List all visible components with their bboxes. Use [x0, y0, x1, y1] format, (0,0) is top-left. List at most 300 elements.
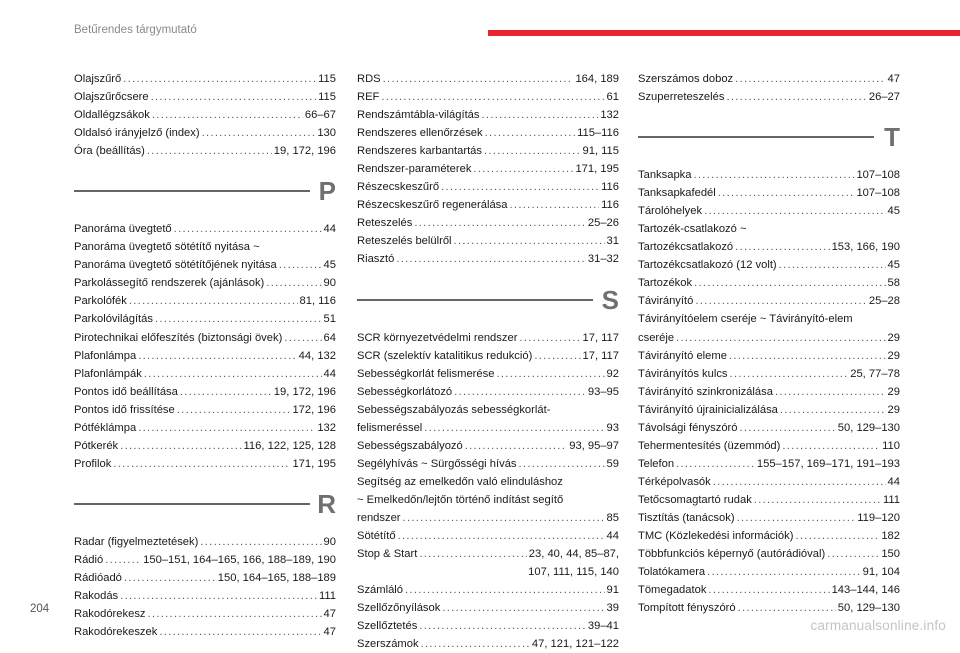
dot-leader — [129, 292, 298, 310]
dot-leader — [120, 437, 241, 455]
dot-leader — [174, 220, 322, 238]
index-entry — [638, 274, 900, 292]
section-header-s — [357, 283, 619, 321]
dot-leader — [713, 473, 886, 491]
dot-leader — [381, 88, 604, 106]
index-entry-pages: 29 — [887, 385, 900, 398]
index-entry-label: Rakodórekesz — [74, 608, 146, 621]
dot-leader — [775, 383, 886, 401]
index-entry-pages: 111 — [318, 590, 336, 603]
index-entry — [357, 437, 619, 455]
dot-leader — [177, 401, 291, 419]
index-entry-pages: 64 — [323, 331, 336, 344]
entry-group — [638, 329, 900, 347]
index-entry — [357, 419, 619, 437]
dot-leader — [519, 329, 580, 347]
index-entry-pages: 150, 164–165, 188–189 — [217, 571, 336, 584]
index-entry — [638, 401, 900, 419]
index-entry-label: Pótféklámpa — [74, 421, 137, 434]
index-entry-pages: 172, 196 — [292, 403, 336, 416]
index-entry-label: TMC (Közlekedési információk) — [638, 530, 794, 543]
index-column-1 — [74, 70, 336, 641]
index-entry-label: Távirányítós kulcs — [638, 367, 728, 380]
index-entry-label: Profilok — [74, 457, 112, 470]
index-entry-pages: 47 — [323, 608, 336, 621]
index-entry-label: Plafonlámpák — [74, 367, 142, 380]
section-letter: P — [318, 176, 336, 207]
index-entry-label: Olajszűrőcsere — [74, 91, 149, 104]
index-entry — [638, 202, 900, 220]
index-entry — [74, 419, 336, 437]
index-entry — [357, 70, 619, 88]
dot-leader — [704, 202, 885, 220]
index-entry-label: REF — [357, 91, 380, 104]
entry-group — [357, 545, 619, 563]
index-entry — [357, 106, 619, 124]
index-entry-pages: 25–28 — [868, 295, 900, 308]
index-entry — [638, 329, 900, 347]
index-entry-label: Tartozékok — [638, 277, 693, 290]
index-entry-label: Részecskeszűrő regenerálása — [357, 199, 508, 212]
dot-leader — [708, 581, 829, 599]
index-entry-pages: 45 — [887, 259, 900, 272]
index-entry-pages: 143–144, 146 — [831, 584, 900, 597]
dot-leader — [534, 347, 580, 365]
index-entry-pages: 50, 129–130 — [837, 421, 900, 434]
dot-leader — [124, 569, 216, 587]
index-entry-label: Rakodás — [74, 590, 119, 603]
index-entry-label: Pótkerék — [74, 439, 119, 452]
index-entry — [74, 365, 336, 383]
index-entry — [638, 455, 900, 473]
dot-leader — [738, 599, 836, 617]
index-entry-pages: 19, 172, 196 — [273, 145, 336, 158]
index-entry-pages: 130 — [317, 127, 336, 140]
dot-leader — [202, 124, 316, 142]
index-entry — [74, 533, 336, 551]
dot-leader — [754, 491, 881, 509]
dot-leader — [454, 383, 586, 401]
index-entry-label: Tárolóhelyek — [638, 205, 703, 218]
index-entry-label: Tanksapkafedél — [638, 187, 716, 200]
entry-group — [638, 70, 900, 106]
dot-leader — [726, 88, 866, 106]
index-entry — [638, 166, 900, 184]
entry-group — [74, 533, 336, 641]
index-entry — [357, 365, 619, 383]
index-entry-label: Szellőzőnyílások — [357, 602, 441, 615]
index-entry-label: Tompított fényszóró — [638, 602, 736, 615]
index-entry-label: Tanksapka — [638, 169, 692, 182]
index-entry-label: Rendszeres karbantartás — [357, 145, 482, 158]
entry-group — [74, 220, 336, 473]
index-entry-pages: 47 — [887, 73, 900, 85]
index-entry-label: felismeréssel — [357, 421, 423, 434]
index-entry-pages: 93, 95–97 — [569, 439, 619, 452]
dot-leader — [148, 605, 322, 623]
index-entry — [74, 437, 336, 455]
index-entry-pages: 164, 189 — [575, 73, 619, 85]
index-entry — [74, 329, 336, 347]
index-entry-pages: 115–116 — [577, 127, 619, 140]
index-entry — [357, 178, 619, 196]
dot-leader — [421, 635, 530, 653]
index-entry — [74, 569, 336, 587]
dot-leader — [414, 214, 586, 232]
index-entry-label: Rendszeres ellenőrzések — [357, 127, 483, 140]
index-entry — [638, 527, 900, 545]
index-entry-label: Pirotechnikai előfeszítés (biztonsági övek) — [74, 331, 283, 344]
index-entry-pages: 111 — [882, 493, 900, 506]
dot-leader — [138, 419, 315, 437]
entry-group — [357, 70, 619, 269]
index-entry-pages: 93–95 — [587, 385, 619, 398]
dot-leader — [155, 310, 322, 328]
index-entry-label: Tetőcsomagtartó rudak — [638, 493, 752, 506]
index-entry-label: Oldalsó irányjelző (index) — [74, 127, 200, 140]
index-entry-label: Számláló — [357, 584, 404, 597]
index-entry — [357, 617, 619, 635]
header-accent-bar — [488, 30, 960, 36]
dot-leader — [694, 274, 885, 292]
index-entry-label: Rádióadó — [74, 571, 122, 584]
index-entry-label: RDS — [357, 73, 381, 85]
index-entry — [357, 160, 619, 178]
index-entry-pages: 47, 121, 121–122 — [531, 638, 619, 651]
index-entry-line: Távirányítóelem cseréje ~ Távirányító-elem — [638, 313, 853, 326]
index-entry — [74, 274, 336, 292]
index-entry — [74, 623, 336, 641]
dot-leader — [519, 455, 605, 473]
index-entry-pages: 61 — [606, 91, 619, 104]
index-entry — [638, 70, 900, 88]
index-entry-pages: 45 — [887, 205, 900, 218]
index-entry-pages: 44 — [606, 530, 619, 543]
index-entry-label: Távirányító szinkronizálása — [638, 385, 773, 398]
index-entry-pages: 44 — [887, 475, 900, 488]
watermark-text: carmanualsonline.info — [810, 618, 946, 633]
index-entry-pages: 23, 40, 44, 85–87, — [528, 548, 619, 561]
index-entry-label: Sebességszabályozó — [357, 439, 463, 452]
dot-leader — [737, 509, 856, 527]
entry-group — [357, 509, 619, 527]
index-entry-line: Segítség az emelkedőn való elinduláshoz — [357, 475, 563, 488]
index-entry-pages: 50, 129–130 — [837, 602, 900, 615]
index-entry-pages: 116 — [601, 199, 619, 212]
section-header-t — [638, 120, 900, 158]
index-entry-label: Részecskeszűrő — [357, 181, 440, 194]
index-entry-pages: 91, 104 — [862, 566, 900, 579]
entry-group — [74, 70, 336, 160]
dot-leader — [180, 383, 272, 401]
index-entry — [74, 401, 336, 419]
index-entry — [357, 124, 619, 142]
dot-leader — [383, 70, 574, 88]
index-entry-label: Szuperreteszelés — [638, 91, 725, 104]
index-entry-label: Távirányító — [638, 295, 694, 308]
index-entry-pages: 31–32 — [587, 253, 619, 266]
index-entry — [74, 383, 336, 401]
index-entry-label: Panoráma üvegtető sötétítő nyitása ~ — [74, 241, 260, 254]
page-number: 204 — [30, 603, 50, 615]
index-entry-pages: 90 — [323, 277, 336, 290]
dot-leader — [454, 232, 605, 250]
index-entry-pages: 66–67 — [304, 109, 336, 122]
index-entry-label: Tehermentesítés (üzemmód) — [638, 439, 781, 452]
entry-group — [638, 347, 900, 618]
index-entry — [638, 545, 900, 563]
index-entry-label: Távirányító újrainicializálása — [638, 403, 778, 416]
section-divider — [74, 190, 310, 192]
dot-leader — [695, 292, 867, 310]
index-entry-pages: 132 — [600, 109, 619, 122]
index-entry-pages: 44, 132 — [298, 349, 336, 362]
index-entry-pages: 39–41 — [587, 620, 619, 633]
dot-leader — [419, 545, 526, 563]
index-entry — [74, 106, 336, 124]
index-entry-pages: 116 — [601, 181, 619, 194]
index-entry-pages: 17, 117 — [582, 349, 619, 362]
dot-leader — [496, 365, 604, 383]
dot-leader — [465, 437, 567, 455]
dot-leader — [405, 581, 605, 599]
index-entry — [638, 256, 900, 274]
index-entry-pages: 25–26 — [587, 217, 619, 230]
index-entry-pages: 19, 172, 196 — [273, 385, 336, 398]
index-entry-pages: 150–151, 164–165, 166, 188–189, 190 — [143, 553, 336, 566]
index-entry-pages: 110 — [882, 439, 900, 452]
dot-leader — [735, 238, 829, 256]
dot-leader — [779, 256, 886, 274]
index-entry-pages: 171, 195 — [292, 457, 336, 470]
index-entry-label: rendszer — [357, 511, 401, 524]
index-entry-label: cseréje — [638, 331, 675, 344]
dot-leader — [144, 365, 322, 383]
index-entry-pages: 58 — [887, 277, 900, 290]
dot-leader — [419, 617, 586, 635]
section-header-r — [74, 487, 336, 525]
index-entry — [357, 455, 619, 473]
index-entry — [74, 292, 336, 310]
index-entry-label: SCR (szelektív katalitikus redukció) — [357, 349, 533, 362]
index-entry-pages: 90 — [323, 535, 336, 548]
index-entry — [638, 419, 900, 437]
index-entry-pages: 119–120 — [857, 511, 900, 524]
dot-leader — [151, 88, 317, 106]
index-entry — [357, 527, 619, 545]
index-entry-label: Reteszelés — [357, 217, 413, 230]
index-entry-label: Parkolássegítő rendszerek (ajánlások) — [74, 277, 265, 290]
entry-group — [638, 238, 900, 310]
index-entry — [74, 347, 336, 365]
index-entry-pages: 107–108 — [856, 187, 900, 200]
index-entry-label: Panoráma üvegtető — [74, 223, 172, 236]
index-entry-label: Sebességkorlátozó — [357, 385, 453, 398]
dot-leader — [138, 347, 296, 365]
dot-leader — [676, 329, 885, 347]
section-letter: T — [884, 122, 900, 153]
index-entry — [357, 250, 619, 268]
index-entry-label: Radar (figyelmeztetések) — [74, 535, 199, 548]
index-entry — [74, 551, 336, 569]
index-entry-pages: 81, 116 — [299, 295, 336, 308]
index-entry — [357, 545, 619, 563]
section-letter: S — [601, 284, 619, 315]
index-entry — [357, 599, 619, 617]
index-entry — [74, 587, 336, 605]
section-header-p — [74, 174, 336, 212]
index-entry — [357, 196, 619, 214]
index-entry — [638, 509, 900, 527]
dot-leader — [693, 166, 854, 184]
index-entry-label: Olajszűrő — [74, 73, 122, 85]
index-entry — [74, 455, 336, 473]
index-entry-label: Térképolvasók — [638, 475, 711, 488]
index-entry-pages: 45 — [323, 259, 336, 272]
index-entry-pages: 47 — [323, 626, 336, 639]
index-entry — [638, 491, 900, 509]
index-entry-label: Parkolófék — [74, 295, 127, 308]
index-entry — [74, 310, 336, 328]
index-entry-pages: 155–157, 169–171, 191–193 — [756, 457, 900, 470]
index-entry-label: SCR környezetvédelmi rendszer — [357, 331, 518, 344]
index-entry — [357, 509, 619, 527]
index-entry-pages: 91, 115 — [582, 145, 619, 158]
index-entry-label: Riasztó — [357, 253, 395, 266]
section-divider — [74, 503, 310, 505]
dot-leader — [782, 437, 880, 455]
index-entry — [74, 70, 336, 88]
index-entry-pages: 29 — [887, 331, 900, 344]
index-entry — [357, 142, 619, 160]
index-entry — [357, 88, 619, 106]
dot-leader — [795, 527, 879, 545]
index-column-2 — [357, 70, 619, 653]
index-entry-label: Sötétítő — [357, 530, 396, 543]
dot-leader — [735, 70, 885, 88]
section-letter: R — [317, 488, 336, 519]
index-entry-label: Sebességkorlát felismerése — [357, 367, 495, 380]
dot-leader — [473, 160, 573, 178]
index-entry-label: Rendszámtábla-világítás — [357, 109, 480, 122]
index-entry-line: Tartozék-csatlakozó ~ — [638, 223, 747, 236]
index-entry-label: Távirányító eleme — [638, 349, 727, 362]
index-entry-pages: 92 — [606, 367, 619, 380]
index-entry-label: Tisztítás (tanácsok) — [638, 511, 735, 524]
index-entry-pages: 153, 166, 190 — [831, 241, 900, 254]
index-entry-pages: 44 — [323, 223, 336, 236]
index-entry — [638, 599, 900, 617]
index-entry — [638, 292, 900, 310]
index-entry-pages: 182 — [881, 530, 900, 543]
index-entry — [74, 605, 336, 623]
index-entry — [74, 124, 336, 142]
index-entry-label: Óra (beállítás) — [74, 145, 145, 158]
entry-group — [357, 329, 619, 401]
index-entry-pages-continued: 107, 111, 115, 140 — [528, 566, 619, 579]
index-entry-pages: 115 — [318, 91, 336, 104]
index-entry-label: Pontos idő beállítása — [74, 385, 178, 398]
index-entry-pages: 107–108 — [856, 169, 900, 182]
section-divider — [638, 136, 874, 138]
index-entry-label: Segélyhívás ~ Sürgősségi hívás — [357, 457, 517, 470]
entry-group — [357, 419, 619, 437]
dot-leader — [284, 329, 321, 347]
index-entry — [74, 256, 336, 274]
index-entry — [74, 88, 336, 106]
index-entry — [638, 383, 900, 401]
index-entry-label: Stop & Start — [357, 548, 418, 561]
index-entry-pages: 25, 77–78 — [850, 367, 900, 380]
index-entry-label: Tömegadatok — [638, 584, 707, 597]
index-entry-pages: 31 — [606, 235, 619, 248]
index-entry-label: Tartozékcsatlakozó (12 volt) — [638, 259, 777, 272]
index-entry-pages: 150 — [881, 548, 900, 561]
dot-leader — [105, 551, 141, 569]
dot-leader — [707, 563, 861, 581]
dot-leader — [152, 106, 303, 124]
index-entry — [357, 383, 619, 401]
index-entry-line: Sebességszabályozás sebességkorlát- — [357, 403, 551, 416]
index-entry-label: Szellőztetés — [357, 620, 418, 633]
index-entry-label: Parkolóvilágítás — [74, 313, 153, 326]
dot-leader — [676, 455, 755, 473]
index-column-3 — [638, 70, 900, 617]
index-entry-label: Panoráma üvegtető sötétítőjének nyitása — [74, 259, 277, 272]
dot-leader — [424, 419, 604, 437]
index-entry — [638, 473, 900, 491]
index-entry-pages: 171, 195 — [575, 163, 619, 176]
index-entry-label: Rakodórekeszek — [74, 626, 158, 639]
index-entry-pages: 115 — [318, 73, 336, 85]
index-entry-label: Tartozékcsatlakozó — [638, 241, 734, 254]
index-entry — [357, 232, 619, 250]
index-entry-label: Szerszámos doboz — [638, 73, 734, 85]
index-entry-label: Reteszelés belülről — [357, 235, 452, 248]
entry-group — [357, 437, 619, 473]
index-entry — [638, 581, 900, 599]
index-entry — [74, 238, 336, 256]
index-entry-pages: 51 — [323, 313, 336, 326]
dot-leader — [266, 274, 321, 292]
index-entry — [638, 563, 900, 581]
dot-leader — [485, 124, 575, 142]
index-entry — [638, 184, 900, 202]
index-entry-pages: 116, 122, 125, 128 — [243, 439, 336, 452]
dot-leader — [442, 599, 604, 617]
index-entry-pages: 26–27 — [868, 91, 900, 104]
index-entry-pages: 39 — [606, 602, 619, 615]
index-entry — [357, 329, 619, 347]
dot-leader — [403, 509, 605, 527]
dot-leader — [200, 533, 321, 551]
index-entry — [357, 214, 619, 232]
dot-leader — [729, 347, 886, 365]
dot-leader — [484, 142, 581, 160]
index-entry-label: Pontos idő frissítése — [74, 403, 175, 416]
index-entry-label: Többfunkciós képernyő (autórádióval) — [638, 548, 826, 561]
dot-leader — [120, 587, 317, 605]
dot-leader — [827, 545, 879, 563]
dot-leader — [279, 256, 322, 274]
dot-leader — [113, 455, 290, 473]
index-entry — [638, 347, 900, 365]
entry-group — [638, 166, 900, 220]
index-entry-label: Szerszámok — [357, 638, 419, 651]
entry-group — [357, 527, 619, 545]
index-entry — [74, 142, 336, 160]
dot-leader — [718, 184, 855, 202]
